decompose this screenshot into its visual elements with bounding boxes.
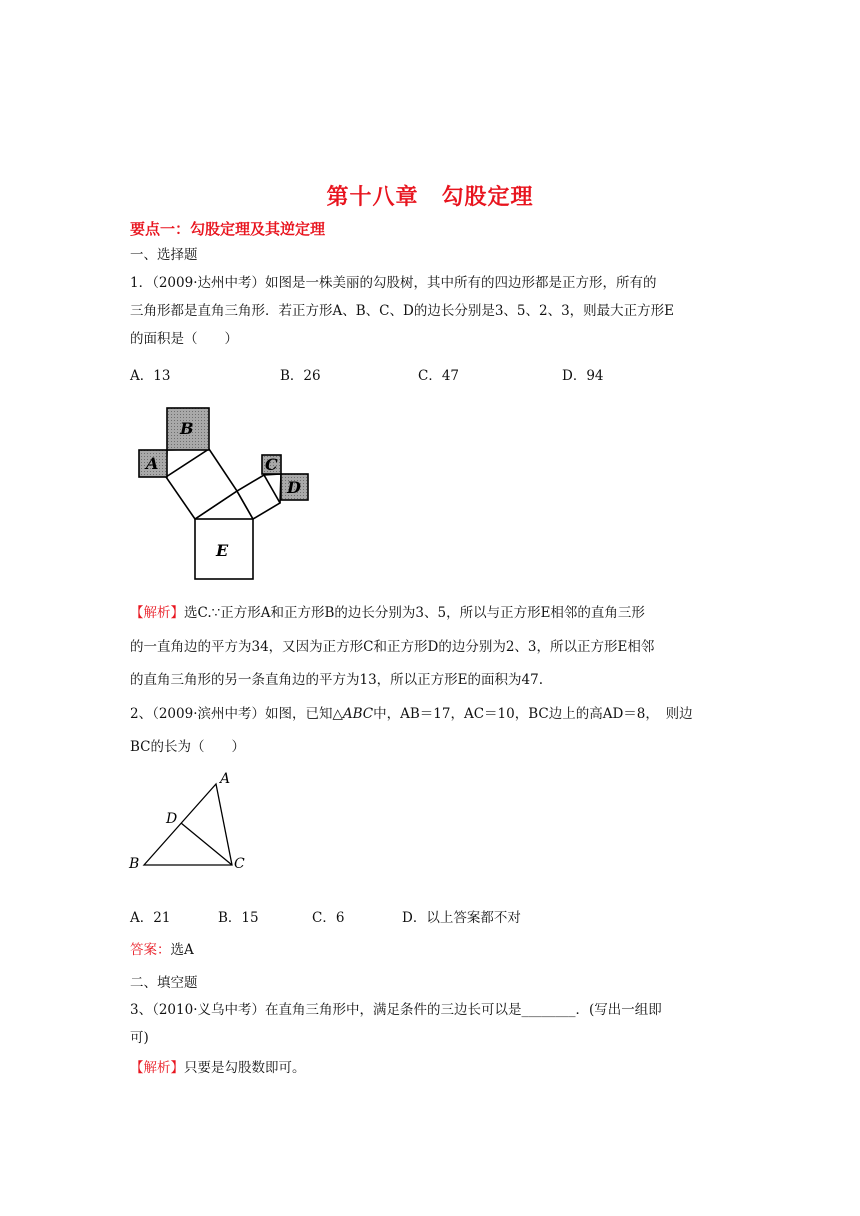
label-a: A: [146, 454, 159, 473]
vertex-d: D: [166, 811, 178, 827]
q2-option-a: A．21: [130, 910, 171, 926]
label-d: D: [287, 478, 301, 497]
q1-option-a: A．13: [130, 368, 171, 384]
triangle-abc: [144, 784, 232, 865]
q1-text-line1: 1．（2009·达州中考）如图是一株美丽的勾股树，其中所有的四边形都是正方形，所有的: [130, 275, 657, 291]
q2-answer: [130, 941, 730, 959]
q2-text-post: 中，AB＝17，AC＝10，BC边上的高AD＝8， 则边: [373, 706, 693, 722]
vertex-b: B: [129, 856, 140, 872]
q3-text-line2: 可): [130, 1030, 149, 1046]
triangle-abc-figure: [125, 766, 255, 876]
q1-analysis-line2: 的一直角边的平方为34，又因为正方形C和正方形D的边分别为2、3，所以正方形E相邻: [130, 639, 655, 655]
q3-text-line1: 3、（2010·义乌中考）在直角三角形中，满足条件的三边长可以是________．(写出一组即: [130, 1002, 662, 1018]
analysis-text: 选C.∵正方形A和正方形B的边长分别为3、5，所以与正方形E相邻的直角三形: [184, 605, 645, 621]
q1-analysis-line3: 的直角三角形的另一条直角边的平方为13，所以正方形E的面积为47.: [130, 672, 544, 688]
label-b: B: [180, 419, 194, 438]
q2-option-c: C．6: [312, 910, 345, 926]
analysis-tag: 【解析】: [130, 1060, 184, 1076]
square-left: [166, 449, 237, 519]
analysis-tag: 【解析】: [130, 605, 184, 621]
vertex-c: C: [234, 856, 245, 872]
label-c: C: [265, 455, 278, 474]
q2-triangle-name: ABC: [342, 706, 374, 722]
q1-analysis-line1: [130, 604, 730, 622]
q1-text-line3: 的面积是（ ）: [130, 331, 238, 347]
pythagoras-tree-figure: [135, 402, 315, 584]
vertex-a: A: [220, 771, 231, 787]
square-right: [237, 475, 280, 519]
q2-option-d: D．以上答案都不对: [402, 910, 521, 926]
q2-text-pre: 2、（2009·滨州中考）如图，已知△: [130, 706, 343, 722]
q1-option-d: D．94: [562, 368, 604, 384]
section-heading: 要点一：勾股定理及其逆定理: [130, 220, 326, 238]
q1-option-b: B．26: [280, 368, 321, 384]
q2-text-line1: [130, 705, 730, 723]
q2-option-b: B．15: [218, 910, 259, 926]
chapter-title: 第十八章 勾股定理: [326, 184, 534, 210]
answer-text: 选A: [170, 942, 194, 958]
label-e: E: [216, 541, 229, 560]
part-heading-choice: 一、选择题: [130, 247, 198, 263]
part-heading-fill: 二、填空题: [130, 975, 198, 991]
answer-tag: 答案：: [130, 942, 171, 958]
analysis-text: 只要是勾股数即可。: [184, 1060, 306, 1076]
q2-text-line2: BC的长为（ ）: [130, 739, 246, 755]
q3-analysis: [130, 1059, 730, 1077]
q1-text-line2: 三角形都是直角三角形．若正方形A、B、C、D的边长分别是3、5、2、3，则最大正方形E: [130, 303, 675, 319]
q1-option-c: C．47: [418, 368, 460, 384]
